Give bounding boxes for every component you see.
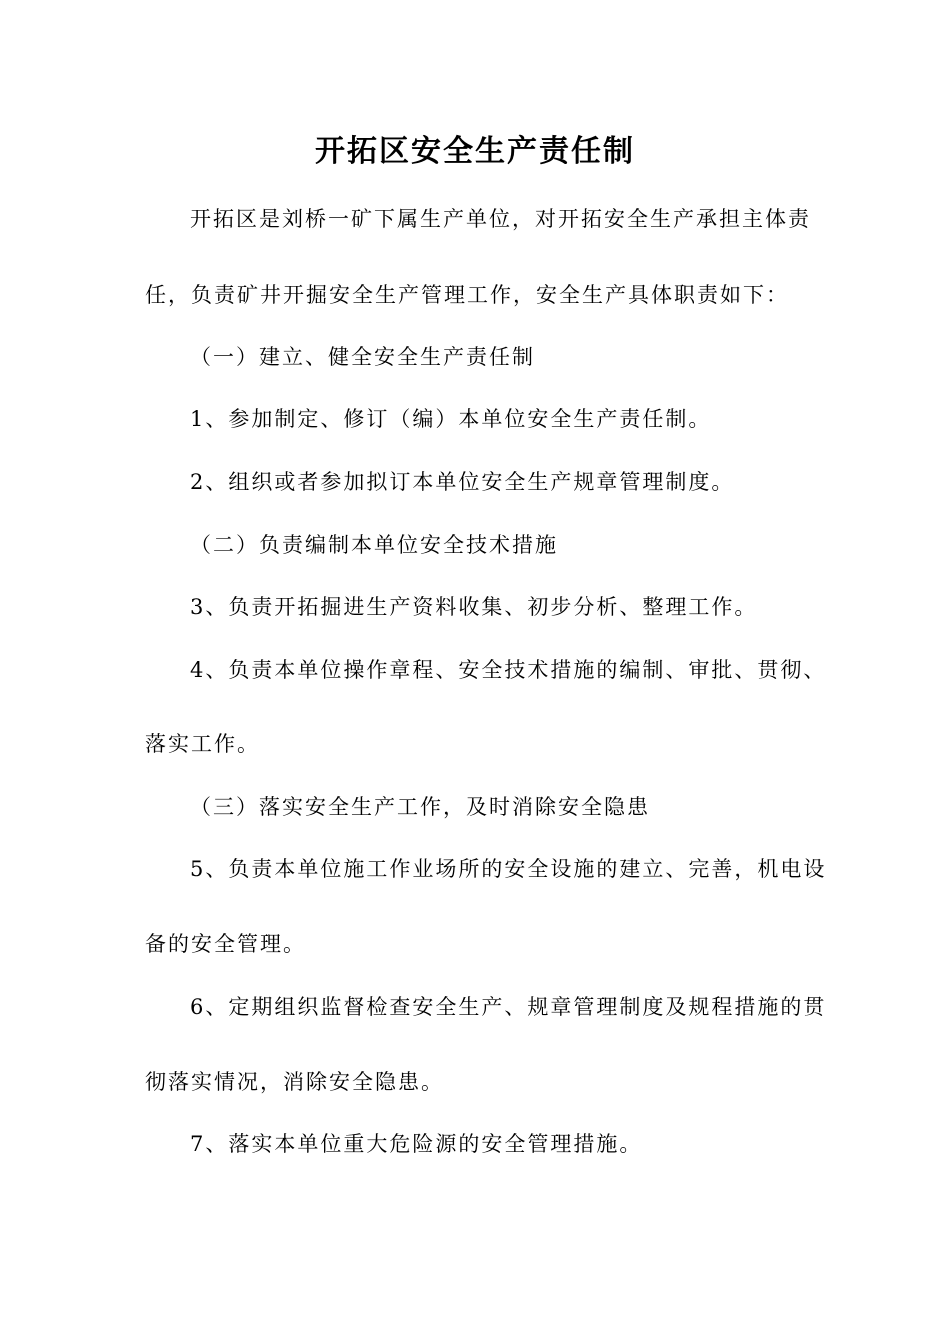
list-item-continuation: 落实工作。	[145, 732, 260, 756]
list-item: 1、参加制定、修订（编）本单位安全生产责任制。	[190, 407, 712, 431]
paragraph-line: 开拓区是刘桥一矿下属生产单位，对开拓安全生产承担主体责	[190, 207, 811, 231]
page-title: 开拓区安全生产责任制	[315, 134, 635, 169]
section-heading: （二）负责编制本单位安全技术措施	[190, 533, 558, 557]
list-item: 7、落实本单位重大危险源的安全管理措施。	[190, 1132, 643, 1156]
list-item: 5、负责本单位施工作业场所的安全设施的建立、完善，机电设	[190, 857, 827, 881]
list-item: 4、负责本单位操作章程、安全技术措施的编制、审批、贯彻、	[190, 658, 827, 682]
list-item: 2、组织或者参加拟订本单位安全生产规章管理制度。	[190, 470, 735, 494]
list-item-continuation: 备的安全管理。	[145, 932, 306, 956]
list-item: 6、定期组织监督检查安全生产、规章管理制度及规程措施的贯	[190, 995, 827, 1019]
paragraph-line: 任，负责矿井开掘安全生产管理工作，安全生产具体职责如下：	[145, 283, 789, 307]
section-heading: （三）落实安全生产工作，及时消除安全隐患	[190, 795, 650, 819]
list-item: 3、负责开拓掘进生产资料收集、初步分析、整理工作。	[190, 595, 758, 619]
list-item-continuation: 彻落实情况，消除安全隐患。	[145, 1070, 444, 1094]
section-heading: （一）建立、健全安全生产责任制	[190, 345, 535, 369]
